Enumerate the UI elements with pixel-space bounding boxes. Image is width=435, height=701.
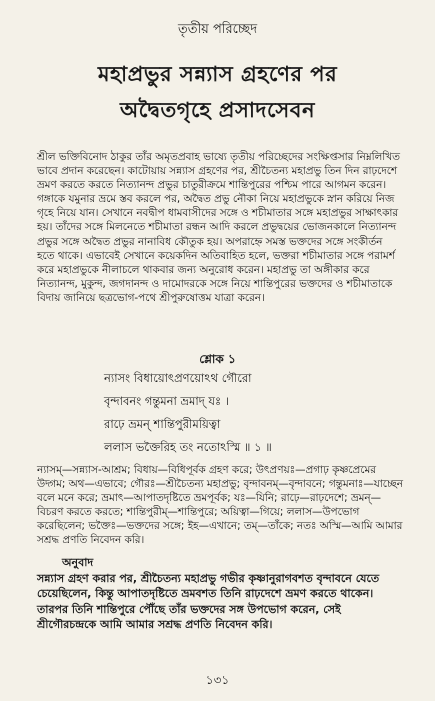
verse-heading: শ্লোক ১ xyxy=(199,352,236,366)
translation-heading: অনুবাদ xyxy=(62,556,94,569)
chapter-title-line-2: অদ্বৈতগৃহে প্রসাদসেবন xyxy=(120,98,315,122)
verse-line-3: রাঢ়ে ভ্রমন্ শান্তিপুরীময়িত্বা xyxy=(104,417,221,431)
synonyms-paragraph: ন্যাসম্—সন্ন্যাস-আশ্রম; বিধায়—বিধিপূর্বক গ্রহণ করে; উৎপ্রণয়ঃ—প্রগাঢ় কৃষ্ণপ্রেমের উদ্গম; অথ—এভাবে; গৌরঃ—শ্রীচৈতন্য মহাপ্রভু; বৃন্দাবনম্—বৃন্দাবনে; গন্তুমনাঃ—যাচ্ছেন বলে মনে করে; ভ্রমাৎ—আপাতদৃষ্টিতে ভ্রমপূর্বক; যঃ—যিনি; রাঢ়ে—রাঢ়দেশে; ভ্রমন্—বিচরণ করতে করতে; শান্তিপুরীম্—শান্তিপুরে; অয়িত্বা—গিয়ে; ললাস—উপভোগ করেছিলেন; ভক্তৈঃ—ভক্তদের সঙ্গে; ইহ—এখানে; তম্—তাঁকে; নতঃ অস্মি—আমি আমার সশ্রদ্ধ প্রণতি নিবেদন করি। xyxy=(37,464,403,547)
chapter-title-line-1: মহাপ্রভুর সন্ন্যাস গ্রহণের পর xyxy=(97,62,338,86)
translation-paragraph: সন্ন্যাস গ্রহণ করার পর, শ্রীচৈতন্য মহাপ্রভু গভীর কৃষ্ণানুরাগবশত বৃন্দাবনে যেতে চেয়েছিলেন, কিন্তু আপাতদৃষ্টিতে ভ্রমবশত তিনি রাঢ়দেশে ভ্রমণ করতে থাকেন। তারপর তিনি শান্তিপুরে পৌঁছে তাঁর ভক্তদের সঙ্গ উপভোগ করেন, সেই শ্রীগৌরচন্দ্রকে আমি আমার সশ্রদ্ধ প্রণতি নিবেদন করি। xyxy=(37,572,380,631)
verse-line-4: ললাস ভক্তৈরিহ তং নতোঽস্মি ॥ ১ ॥ xyxy=(104,440,272,454)
chapter-heading: তৃতীয় পরিচ্ছেদ xyxy=(177,22,258,37)
verse-line-1: ন্যাসং বিধায়োৎপ্রণয়োঽথ গৌরো xyxy=(104,371,252,385)
verse-line-2: বৃন্দাবনং গন্তুমনা ভ্রমাদ্ যঃ । xyxy=(104,394,229,408)
chapter-summary: শ্রীল ভক্তিবিনোদ ঠাকুর তাঁর অমৃতপ্রবাহ ভাষ্যে তৃতীয় পরিচ্ছেদের সংক্ষিপ্তসার নিম্নলিখিত ভাবে প্রদান করেছেন। কাটোয়ায় সন্ন্যাস গ্রহণের পর, শ্রীচৈতন্য মহাপ্রভু তিন দিন রাঢ়দেশে ভ্রমণ করতে করতে নিত্যানন্দ প্রভুর চাতুরীক্রমে শান্তিপুরের পশ্চিম পারে আগমন করেন। গঙ্গাকে যমুনার ভ্রমে স্তব করলে পর, অদ্বৈত প্রভু নৌকা নিয়ে মহাপ্রভুকে স্নান করিয়ে নিজ গৃহে নিয়ে যান। সেখানে নবদ্বীপ ধামবাসীদের সঙ্গে ও শচীমাতার সঙ্গে মহাপ্রভুর সাক্ষাৎকার হয়। তাঁদের সঙ্গে মিলনেতে শচীমাতা রন্ধন আদি করলে প্রভুদ্বয়ের ভোজনকালে নিত্যানন্দ প্রভুর সঙ্গে অদ্বৈত প্রভুর নানাবিধ কৌতুক হয়। অপরাহ্নে সমস্ত ভক্তদের সঙ্গে সংকীর্তন হতে থাকে। এভাবেই সেখানে কয়েকদিন অতিবাহিত হলে, ভক্তরা শচীমাতার সঙ্গে পরামর্শ করে মহাপ্রভুকে নীলাচলে থাকবার জন্য অনুরোধ করেন। মহাপ্রভু তা অঙ্গীকার করে নিত্যানন্দ, মুকুন্দ, জগদানন্দ ও দামোদরকে সঙ্গে নিয়ে শান্তিপুরের ভক্তদের ও শচীমাতাকে বিদায় জানিয়ে ছত্রভোগ-পথে শ্রীপুরুষোত্তম যাত্রা করেন। xyxy=(37,151,400,304)
page-number: ১৩১ xyxy=(205,673,230,687)
